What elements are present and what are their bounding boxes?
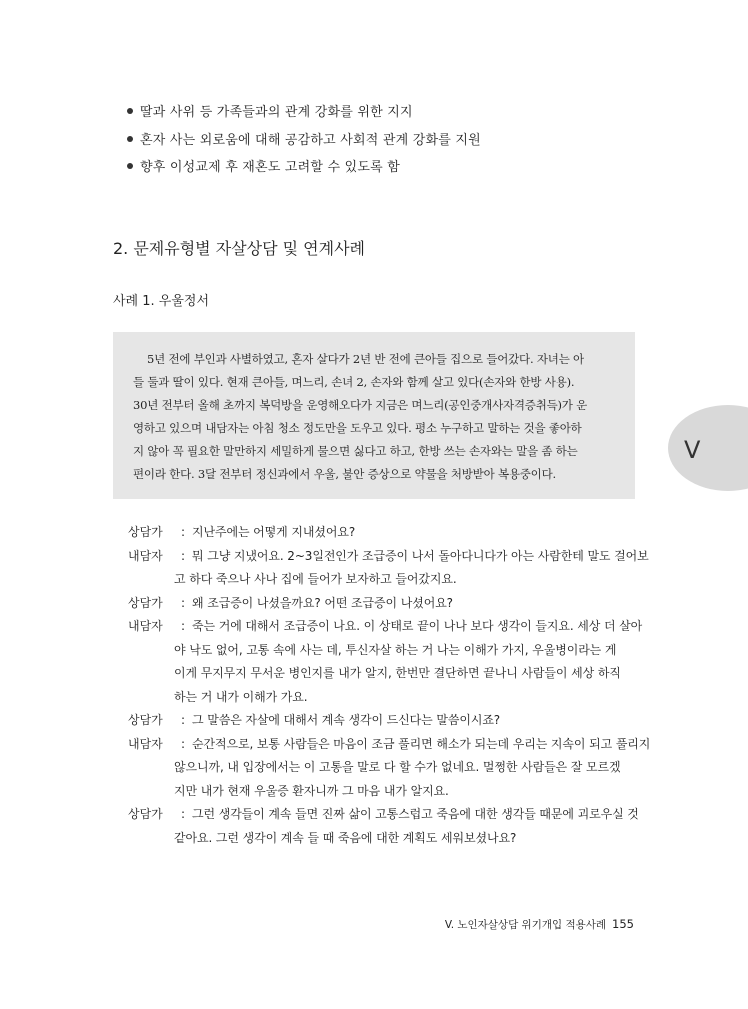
bullet-item: 혼자 사는 외로움에 대해 공감하고 사회적 관계 강화를 지원	[127, 127, 647, 155]
speaker-colon: :	[180, 807, 186, 821]
speaker-colon: :	[180, 548, 186, 563]
speaker-colon: :	[180, 619, 186, 633]
dialogue-line: 같아요. 그런 생각이 계속 들 때 죽음에 대한 계획도 세워보셨나요?	[174, 830, 517, 845]
speaker-label: 상담가	[128, 595, 163, 610]
dialogue-transcript	[128, 521, 651, 850]
dialogue-turn	[128, 521, 648, 545]
speaker-colon: :	[180, 736, 186, 751]
case-summary-box	[113, 332, 635, 499]
page-number: 155	[612, 917, 634, 931]
bullet-dot-icon	[127, 163, 133, 169]
dialogue-turn	[128, 803, 648, 850]
case-line: 지 않아 꼭 필요한 말만하지 세밀하게 물으면 싫다고 하고, 한방 쓰는 손자와는 말을 좀 하는	[133, 444, 578, 458]
dialogue-line: 지난주에는 어떻게 지내셨어요?	[192, 525, 356, 539]
chapter-tab	[668, 405, 748, 491]
bullet-item: 향후 이성교제 후 재혼도 고려할 수 있도록 함	[127, 154, 647, 182]
dialogue-turn	[128, 615, 648, 709]
dialogue-line: 순간적으로, 보통 사람들은 마음이 조금 풀리면 해소가 되는데 우리는 지속이 되고 풀리지	[192, 736, 651, 751]
chapter-tab-label: V	[684, 436, 701, 464]
dialogue-line: 지만 내가 현재 우울증 환자니까 그 마음 내가 알지요.	[174, 783, 449, 798]
case-line: 영하고 있으며 내담자는 아침 청소 정도만을 도우고 있다. 평소 누구하고 말하는 것을 좋아하	[133, 421, 582, 435]
bullet-list	[127, 99, 647, 182]
dialogue-line: 야 낙도 없어, 고통 속에 사는 데, 투신자살 하는 거 나는 이해가 가지, 우울병이라는 게	[174, 642, 617, 657]
section-title: 2. 문제유형별 자살상담 및 연계사례	[113, 239, 365, 258]
page-footer	[445, 917, 634, 932]
speaker-label: 상담가	[128, 807, 163, 821]
speaker-label: 내담자	[128, 736, 163, 751]
case-line: 편이라 한다. 3달 전부터 정신과에서 우울, 불안 증상으로 약물을 처방받아 복용중이다.	[133, 467, 556, 481]
dialogue-line: 죽는 거에 대해서 조급증이 나요. 이 상태로 끝이 나나 보다 생각이 들지요. 세상 더 살아	[192, 619, 643, 633]
dialogue-turn	[128, 545, 648, 592]
dialogue-turn	[128, 592, 648, 616]
speaker-label: 내담자	[128, 548, 163, 563]
dialogue-line: 그 말씀은 자살에 대해서 계속 생각이 드신다는 말씀이시죠?	[192, 713, 501, 727]
speaker-label: 상담가	[128, 525, 163, 539]
case-line: 5년 전에 부인과 사별하였고, 혼자 살다가 2년 반 전에 큰아들 집으로 들어갔다. 자녀는 아	[147, 352, 584, 366]
dialogue-line: 이게 무지무지 무서운 병인지를 내가 알지, 한번만 결단하면 끝나니 사람들이 세상 하직	[174, 666, 621, 680]
dialogue-line: 그런 생각들이 계속 들면 진짜 삶이 고통스럽고 죽음에 대한 생각들 때문에 괴로우실 것	[192, 807, 639, 821]
dialogue-turn	[128, 709, 648, 733]
dialogue-line: 왜 조급증이 나셨을까요? 어떤 조급증이 나셨어요?	[192, 595, 453, 610]
case-line: 들 둘과 딸이 있다. 현재 큰아들, 며느리, 손녀 2, 손자와 함께 살고 있다(손자와 한방 사용).	[133, 375, 575, 389]
bullet-dot-icon	[127, 136, 133, 142]
speaker-colon: :	[180, 595, 186, 610]
speaker-label: 내담자	[128, 619, 163, 633]
case-line: 30년 전부터 올해 초까지 복덕방을 운영해오다가 지금은 며느리(공인중개사자격증취득)가 운	[133, 398, 588, 412]
bullet-item: 딸과 사위 등 가족들과의 관계 강화를 위한 지지	[127, 99, 647, 127]
dialogue-line: 고 하다 죽으나 사나 집에 들어가 보자하고 들어갔지요.	[174, 572, 457, 586]
case-title: 사례 1. 우울정서	[113, 294, 210, 309]
dialogue-turn	[128, 733, 651, 804]
dialogue-line: 뭐 그냥 지냈어요. 2~3일전인가 조급증이 나서 돌아다니다가 아는 사람한테 말도 걸어보	[192, 548, 649, 563]
footer-chapter-title: V. 노인자살상담 위기개입 적용사례	[444, 919, 607, 931]
bullet-dot-icon	[127, 108, 133, 114]
speaker-colon: :	[180, 713, 186, 727]
speaker-label: 상담가	[128, 713, 163, 727]
dialogue-line: 않으니까, 내 입장에서는 이 고통을 말로 다 할 수가 없네요. 멀쩡한 사람들은 잘 모르겠	[174, 760, 621, 774]
dialogue-line: 하는 거 내가 이해가 가요.	[174, 689, 308, 704]
speaker-colon: :	[180, 525, 186, 539]
